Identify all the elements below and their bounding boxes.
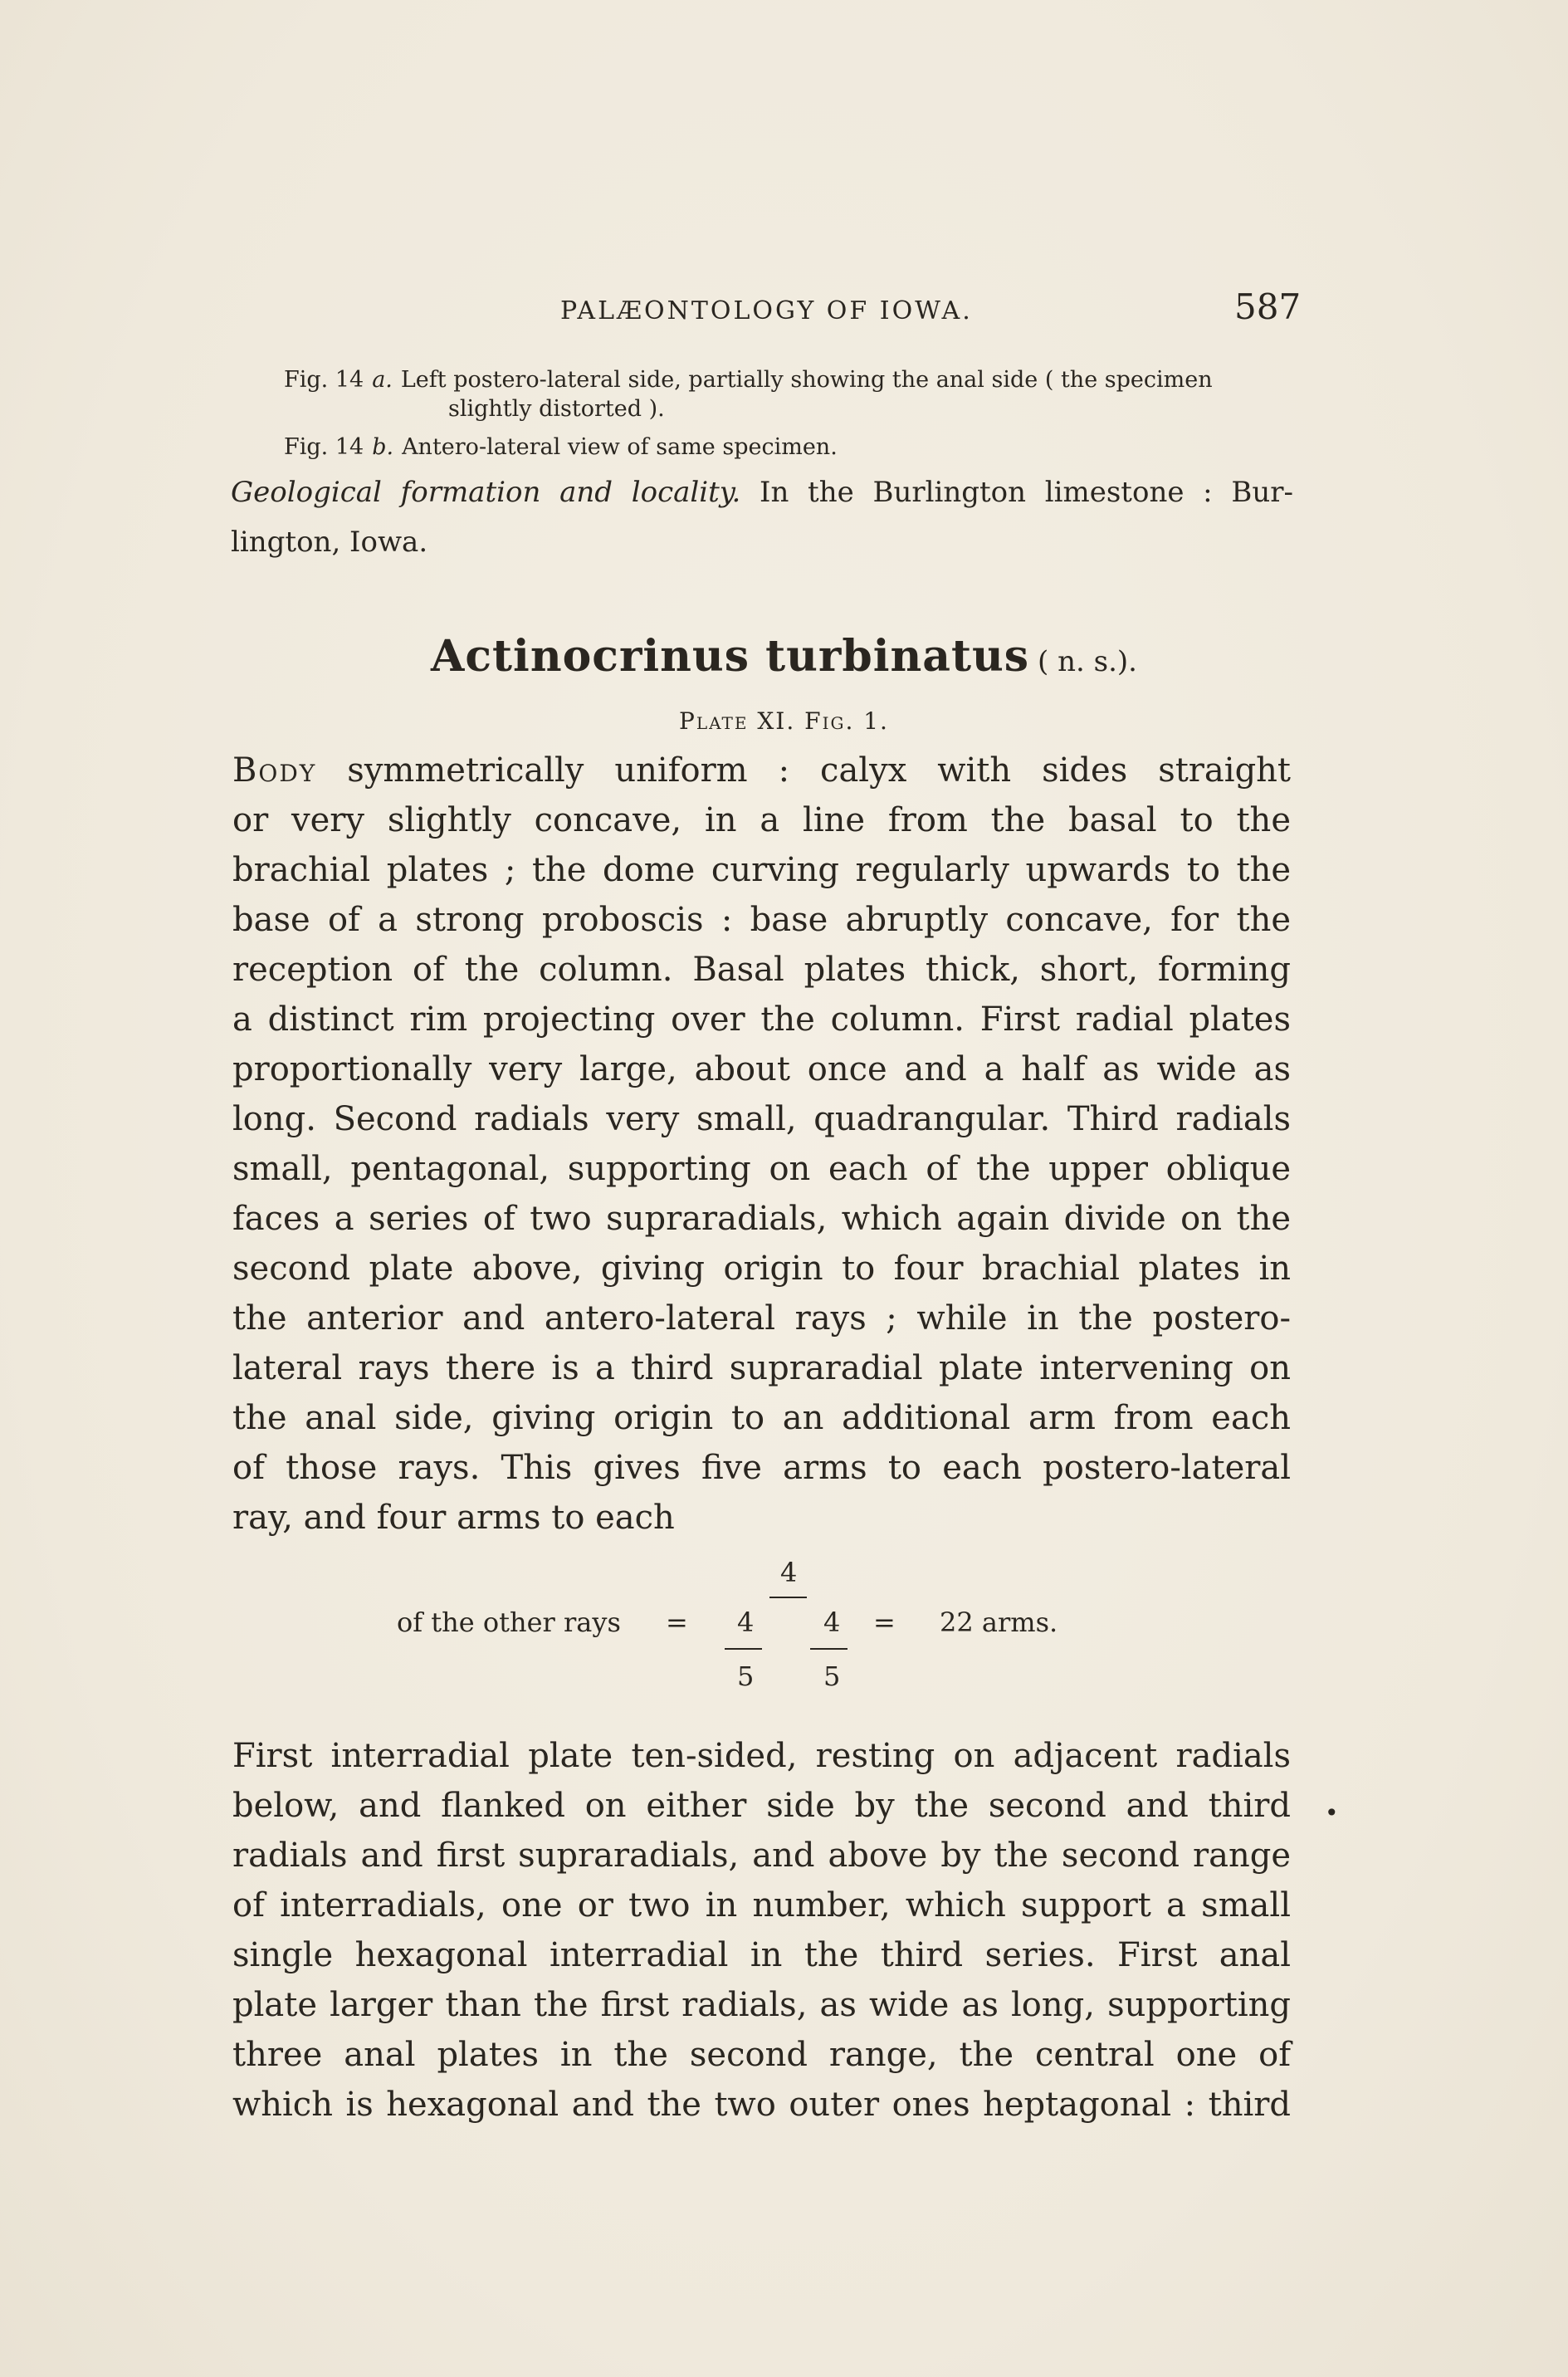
- page-number: 587: [1234, 286, 1302, 327]
- formula-top-numerator: 4: [780, 1557, 798, 1588]
- formula-top-rule: [769, 1597, 807, 1598]
- text-line: radials and first supraradials, and above by the second range: [232, 1837, 1291, 1875]
- text-line: brachial plates ; the dome curving regularly upwards to the: [232, 851, 1291, 889]
- text-line: of those rays. This gives five arms to each postero-lateral: [232, 1449, 1291, 1487]
- lead-word: Body: [232, 751, 317, 790]
- caption-text: Antero-lateral view of same specimen.: [402, 434, 838, 460]
- text-line: which is hexagonal and the two outer ones heptagonal : third: [232, 2086, 1291, 2124]
- figure-caption-14b: [284, 433, 838, 462]
- text-line: single hexagonal interradial in the third series. First anal: [232, 1936, 1291, 1974]
- text-line: three anal plates in the second range, the central one of: [232, 2036, 1291, 2074]
- text-line: ray, and four arms to each: [232, 1499, 675, 1537]
- description-paragraph: [232, 746, 1291, 1543]
- text-line: below, and flanked on either side by the second and third: [232, 1787, 1291, 1825]
- formula-numerator-2: 4: [823, 1607, 841, 1638]
- plate-reference: Plate XI. Fig. 1.: [679, 707, 889, 735]
- text-line: the anterior and antero-lateral rays ; while in the postero-: [232, 1299, 1291, 1338]
- line-text: symmetrically uniform : calyx with sides straight: [347, 751, 1292, 790]
- caption-fig-label: Fig. 14: [284, 434, 364, 460]
- caption-fig-letter: b.: [372, 434, 394, 460]
- geological-formation-paragraph: [231, 467, 1293, 567]
- species-status: ( n. s.).: [1038, 645, 1137, 678]
- formula-fraction-rule-1: [725, 1648, 762, 1650]
- caption-fig-label: Fig. 14: [284, 367, 364, 393]
- formula-equals-2: =: [873, 1607, 896, 1638]
- margin-mark: •: [1325, 1799, 1339, 1827]
- geology-line: [231, 517, 1293, 567]
- text-line: reception of the column. Basal plates thick, short, forming: [232, 951, 1291, 989]
- text-line: long. Second radials very small, quadrangular. Third radials: [232, 1100, 1291, 1138]
- arm-count-formula: [0, 1557, 1568, 1706]
- text-line: lateral rays there is a third supraradial plate intervening on: [232, 1349, 1291, 1387]
- text-line: proportionally very large, about once and a half as wide as: [232, 1050, 1291, 1088]
- formula-fraction-rule-2: [810, 1648, 848, 1650]
- running-title: PALÆONTOLOGY OF IOWA.: [560, 296, 973, 325]
- figure-caption-14a-continuation: [448, 394, 665, 424]
- geology-text-line2: lington, Iowa.: [231, 526, 428, 559]
- text-line: plate larger than the first radials, as wide as long, supporting: [232, 1986, 1291, 2024]
- formula-prefix: of the other rays: [397, 1607, 621, 1638]
- text-line: or very slightly concave, in a line from the basal to the: [232, 801, 1291, 839]
- text-line: second plate above, giving origin to four brachial plates in: [232, 1250, 1291, 1288]
- text-line: First interradial plate ten-sided, resting on adjacent radials: [232, 1737, 1291, 1775]
- caption-fig-letter: a.: [372, 367, 393, 393]
- text-line: a distinct rim projecting over the column. First radial plates: [232, 1000, 1291, 1039]
- text-line: faces a series of two supraradials, which again divide on the: [232, 1200, 1291, 1238]
- running-head: [0, 286, 1568, 328]
- text-line: base of a strong proboscis : base abruptly concave, for the: [232, 901, 1291, 939]
- formula-result: 22 arms.: [940, 1607, 1058, 1638]
- formula-equals-1: =: [666, 1607, 688, 1638]
- caption-text: Left postero-lateral side, partially showing the anal side ( the specimen: [400, 367, 1213, 393]
- geology-label: Geological formation and locality.: [231, 476, 741, 509]
- continuation-paragraph: [232, 1731, 1291, 2130]
- geology-text-line1: In the Burlington limestone : Bur-: [760, 476, 1293, 509]
- geology-line: [231, 467, 1293, 517]
- formula-denominator-2: 5: [823, 1660, 841, 1692]
- formula-numerator-1: 4: [737, 1607, 755, 1638]
- text-line: [232, 746, 1291, 795]
- species-heading: [0, 631, 1568, 682]
- caption-continuation-text: slightly distorted ).: [448, 396, 665, 422]
- species-name: Actinocrinus turbinatus: [431, 631, 1030, 682]
- formula-denominator-1: 5: [737, 1660, 755, 1692]
- figure-caption-14a: [284, 365, 1213, 395]
- text-line: small, pentagonal, supporting on each of the upper oblique: [232, 1150, 1291, 1188]
- text-line: of interradials, one or two in number, which support a small: [232, 1886, 1291, 1925]
- text-line: the anal side, giving origin to an additional arm from each: [232, 1399, 1291, 1437]
